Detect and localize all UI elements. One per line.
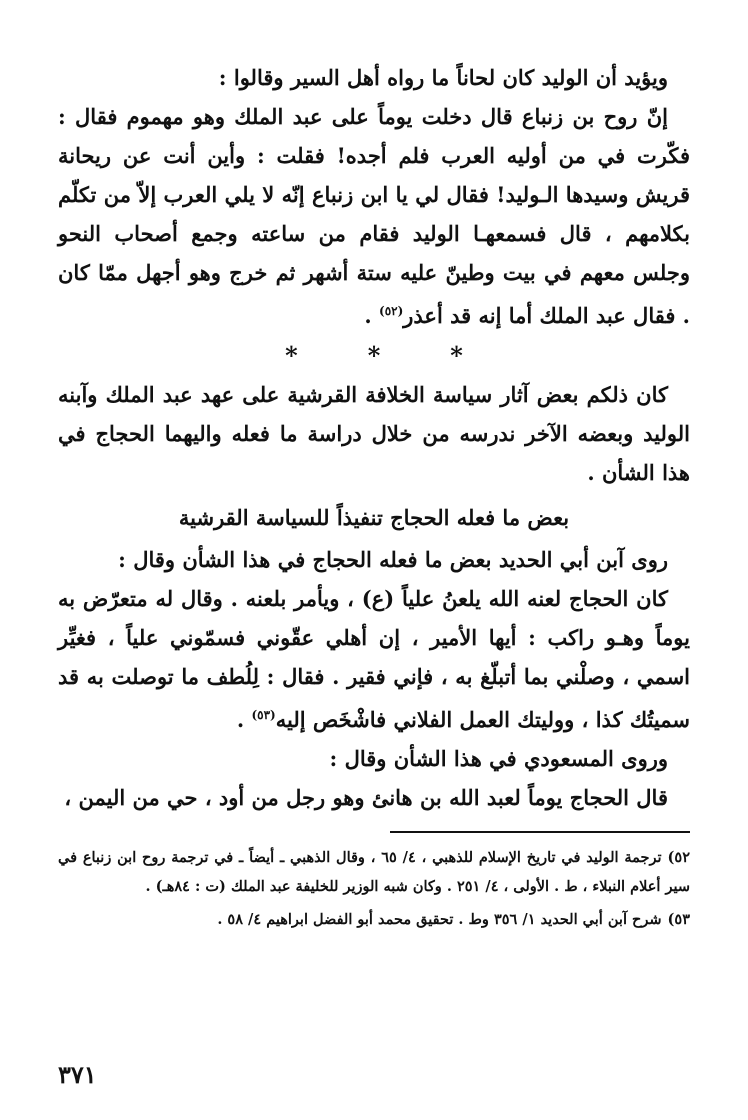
paragraph-6-text: وروى المسعودي في هذا الشأن وقال : [329, 746, 668, 771]
paragraph-4 [58, 540, 690, 579]
paragraph-1 [58, 58, 690, 97]
footnote-52 [58, 843, 690, 901]
footnote-divider [390, 831, 690, 833]
page-number: ٣٧١ [58, 1060, 97, 1089]
paragraph-4-text: روى آبن أبي الحديد بعض ما فعله الحجاج في هذا الشأن وقال : [118, 547, 668, 572]
separator-asterisk: * [285, 340, 298, 370]
paragraph-1-text: ويؤيد أن الوليد كان لحاناً ما رواه أهل السير وقالوا : [218, 65, 668, 90]
section-separator [58, 335, 690, 375]
paragraph-7-text: قال الحجاج يوماً لعبد الله بن هانئ وهو رجل من أود ، حي من اليمن ، [64, 785, 668, 810]
paragraph-7 [58, 778, 690, 817]
separator-asterisk: * [367, 340, 381, 370]
footnote-number: ٥٣) [667, 911, 690, 928]
paragraph-5 [58, 579, 690, 739]
paragraph-2 [58, 97, 690, 335]
paragraph-5-end: . [236, 707, 252, 732]
footnote-number: ٥٢) [667, 849, 690, 866]
page-body [58, 58, 690, 934]
section-heading: بعض ما فعله الحجاج تنفيذاً للسياسة القرشية [178, 505, 570, 530]
paragraph-5-text: كان الحجاج لعنه الله يلعنُ علياً (ع) ، ويأمر بلعنه . وقال له متعرّض به يوماً وهـو راكب : أيها الأمير ، إن أهلي عقّوني فسمّوني علياً ، فغيِّر اسمي ، وصلْني بما أتبلّغ به ، فإني فقير . فقال : لِلُطف ما توصلت به قد سميتُك كذا ، ووليتك العمل الفلاني فاشْخَص إليه [58, 586, 690, 732]
paragraph-6 [58, 739, 690, 778]
separator-asterisk: * [450, 340, 463, 370]
footnote-ref-53[interactable]: (٥٣) [251, 708, 276, 722]
paragraph-2-end: . [364, 303, 379, 328]
paragraph-3 [58, 375, 690, 492]
footnote-text: ترجمة الوليد في تاريخ الإسلام للذهبي ، ٤/ ٦٥ ، وقال الذهبي ـ أيضاً ـ في ترجمة روح ابن زنباع في سير أعلام النبلاء ، ط . الأولى ، ٤/ ٢٥١ . وكان شبه الوزير للخليفة عبد الملك (ت : ٨٤هـ) . [58, 849, 690, 895]
footnote-ref-52[interactable]: (٥٢) [379, 304, 404, 318]
footnote-53 [58, 905, 690, 934]
paragraph-3-text: كان ذلكم بعض آثار سياسة الخلافة القرشية على عهد عبد الملك وآبنه الوليد وبعضه الآخر ندرسه من خلال دراسة ما فعله واليهما الحجاج في هذا الشأن . [58, 382, 690, 485]
footnote-text: شرح آبن أبي الحديد ١/ ٣٥٦ وط . تحقيق محمد أبو الفضل ابراهيم ٤/ ٥٨ . [217, 911, 662, 928]
paragraph-2-text: إنّ روح بن زنباع قال دخلت يوماً على عبد الملك وهو مهموم فقال : فكّرت في من أوليه العرب فلم أجده! فقلت : وأين أنت عن ريحانة قريش وسيدها الـوليد! فقال لي يا ابن زنباع إنّه لا يلي العرب إلاّ من تكلّم بكلامهم ، قال فسمعهـا الوليد فقام من ساعته وجمع أصحاب النحو وجلس معهم في بيت وطينّ عليه ستة أشهر ثم خرج وهو أجهل ممّا كان . فقال عبد الملك أما إنه قد أعذر [58, 104, 690, 328]
